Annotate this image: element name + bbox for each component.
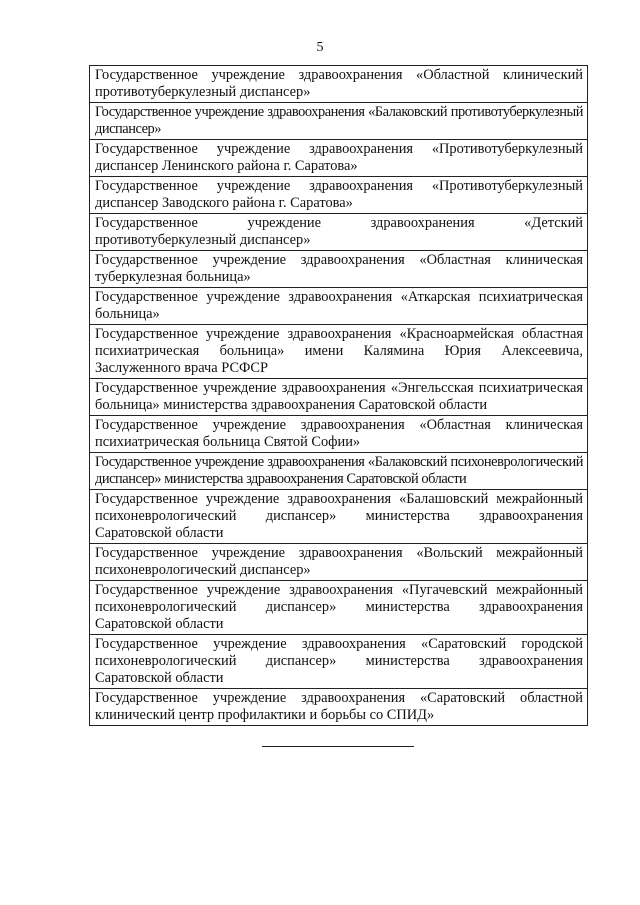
institution-name-cell: Государственное учреждение здравоохранения «Пугачевский межрайонный психоневрологический диспансер» министерства здравоохранения Саратовской области <box>90 581 588 635</box>
institution-name-cell: Государственное учреждение здравоохранения «Областной клинический противотуберкулезный диспансер» <box>90 66 588 103</box>
table-row <box>90 103 588 140</box>
institution-name-cell: Государственное учреждение здравоохранения «Саратовский областной клинический центр профилактики и борьбы со СПИД» <box>90 689 588 726</box>
institution-name-cell: Государственное учреждение здравоохранения «Красноармейская областная психиатрическая больница» имени Калямина Юрия Алексеевича, Заслуженного врача РСФСР <box>90 325 588 379</box>
table-row <box>90 379 588 416</box>
page-number: 5 <box>316 40 324 55</box>
institution-name-cell: Государственное учреждение здравоохранения «Областная клиническая туберкулезная больница» <box>90 251 588 288</box>
table-row <box>90 453 588 490</box>
table-row <box>90 251 588 288</box>
institution-name-cell: Государственное учреждение здравоохранения «Балаковский психоневрологический диспансер» министерства здравоохранения Саратовской области <box>90 453 588 490</box>
institution-name-cell: Государственное учреждение здравоохранения «Областная клиническая психиатрическая больница Святой Софии» <box>90 416 588 453</box>
institution-name-cell: Государственное учреждение здравоохранения «Вольский межрайонный психоневрологический диспансер» <box>90 544 588 581</box>
institution-name-cell: Государственное учреждение здравоохранения «Балашовский межрайонный психоневрологический диспансер» министерства здравоохранения Саратовской области <box>90 490 588 544</box>
institutions-table-body <box>90 66 588 726</box>
table-row <box>90 581 588 635</box>
table-row <box>90 490 588 544</box>
institution-name-cell: Государственное учреждение здравоохранения «Саратовский городской психоневрологический диспансер» министерства здравоохранения Саратовской области <box>90 635 588 689</box>
table-row <box>90 416 588 453</box>
institutions-table <box>89 65 588 726</box>
table-row <box>90 66 588 103</box>
table-row <box>90 214 588 251</box>
institution-name-cell: Государственное учреждение здравоохранения «Балаковский противотуберкулезный диспансер» <box>90 103 588 140</box>
institution-name-cell: Государственное учреждение здравоохранения «Детский противотуберкулезный диспансер» <box>90 214 588 251</box>
end-of-document-rule <box>262 746 414 747</box>
table-row <box>90 140 588 177</box>
table-row <box>90 288 588 325</box>
institution-name-cell: Государственное учреждение здравоохранения «Аткарская психиатрическая больница» <box>90 288 588 325</box>
table-row <box>90 635 588 689</box>
institution-name-cell: Государственное учреждение здравоохранения «Противотуберкулезный диспансер Ленинского района г. Саратова» <box>90 140 588 177</box>
institution-name-cell: Государственное учреждение здравоохранения «Противотуберкулезный диспансер Заводского района г. Саратова» <box>90 177 588 214</box>
table-row <box>90 689 588 726</box>
table-row <box>90 544 588 581</box>
table-row <box>90 325 588 379</box>
institution-name-cell: Государственное учреждение здравоохранения «Энгельсская психиатрическая больница» министерства здравоохранения Саратовской области <box>90 379 588 416</box>
table-row <box>90 177 588 214</box>
